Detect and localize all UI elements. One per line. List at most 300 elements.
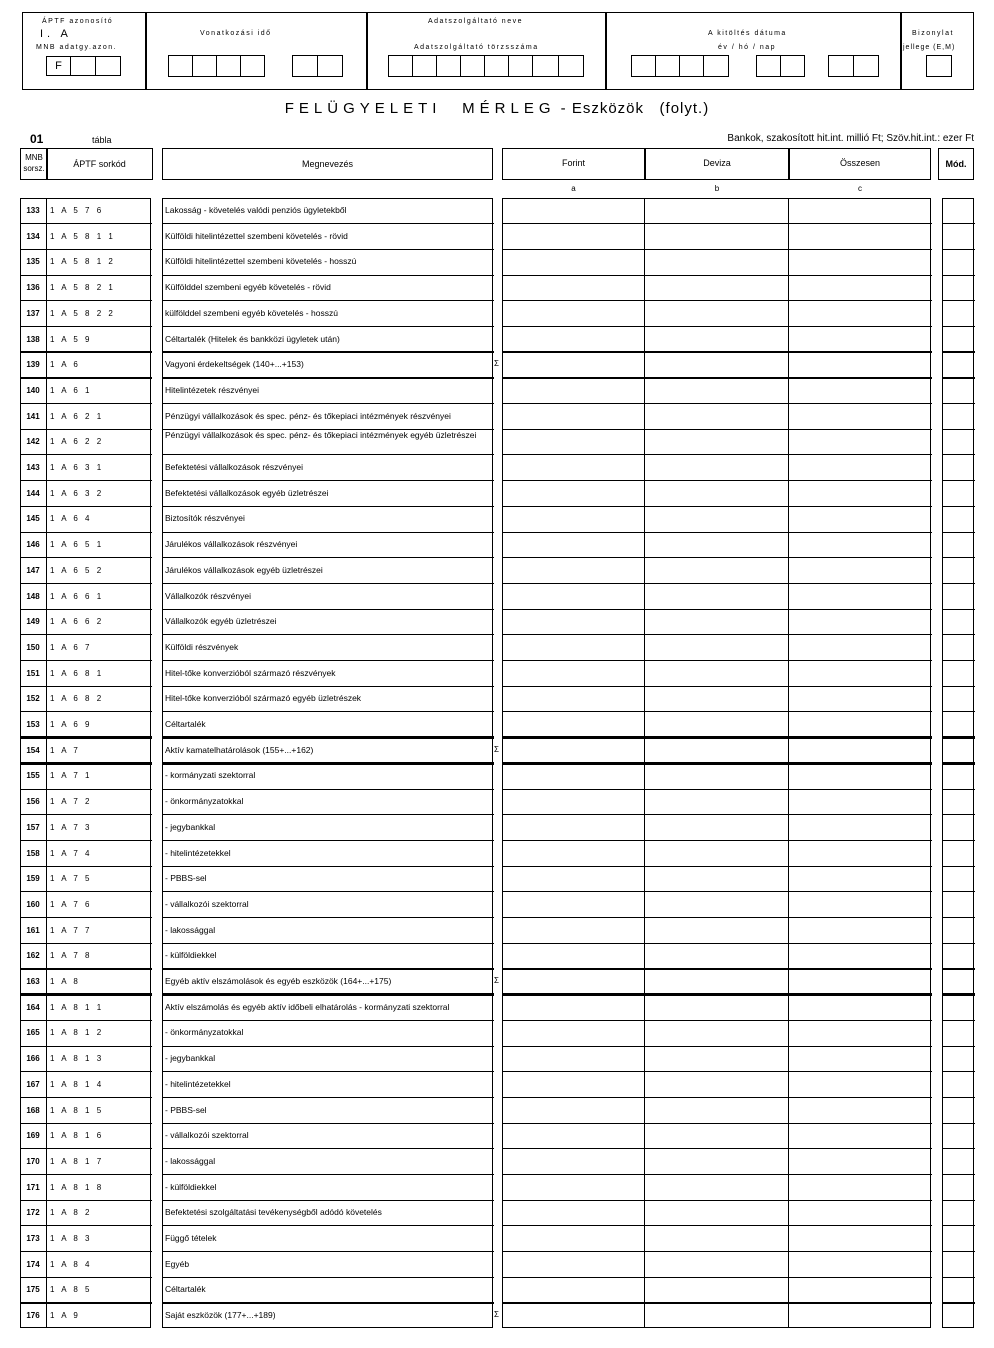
header-divider [605, 12, 607, 90]
cell-osszesen[interactable] [790, 687, 930, 711]
row-number: 166 [26, 1054, 40, 1064]
cell-deviza[interactable] [646, 1099, 787, 1123]
date-box-6[interactable] [780, 55, 805, 77]
cell-deviza[interactable] [646, 662, 787, 686]
cell-forint[interactable] [503, 790, 644, 814]
cell-deviza[interactable] [646, 276, 787, 300]
table-row [0, 995, 994, 1021]
cell-mod[interactable] [944, 790, 973, 814]
row-description: Járulékos vállalkozások egyéb üzletrészei [165, 564, 323, 575]
cell-forint[interactable] [503, 764, 644, 788]
table-number: 01 [30, 132, 44, 146]
reg-box-1[interactable] [388, 55, 413, 77]
row-aptf-code: 1 A 8 3 [50, 1234, 90, 1243]
units-note: Bankok, szakosított hit.int. millió Ft; Szöv.hit.int.: ezer Ft [727, 133, 974, 144]
cell-forint[interactable] [503, 302, 644, 326]
date-box-7[interactable] [828, 55, 854, 77]
cell-forint[interactable] [503, 636, 644, 660]
fill-date-boxes[interactable] [631, 55, 879, 77]
title-part-2: MÉRLEG [462, 100, 556, 117]
cell-mod[interactable] [944, 867, 973, 891]
row-description: - vállalkozói szektorral [165, 1130, 249, 1141]
cell-forint[interactable] [503, 1176, 644, 1200]
title-part-1: FELÜGYELETI [284, 100, 442, 117]
row-number: 133 [26, 206, 40, 215]
cell-osszesen[interactable] [790, 1047, 930, 1071]
cell-forint[interactable] [503, 405, 644, 429]
row-description: Pénzügyi vállalkozások és spec. pénz- és tőkepiaci intézmények egyéb üzletrészei [165, 430, 477, 441]
table-row [0, 892, 994, 918]
row-aptf-code: 1 A 7 1 [50, 771, 90, 781]
row-number: 134 [26, 231, 40, 241]
cell-mod[interactable] [944, 1099, 973, 1123]
cell-forint[interactable] [503, 739, 644, 763]
cell-osszesen[interactable] [790, 919, 930, 943]
table-row [0, 1200, 994, 1226]
row-aptf-code: 1 A 6 7 [50, 642, 90, 652]
cell-deviza[interactable] [646, 1304, 787, 1328]
row-description: - lakossággal [165, 924, 216, 935]
row-aptf-code: 1 A 6 3 1 [50, 463, 102, 472]
row-aptf-code: 1 A 7 6 [50, 899, 90, 909]
cell-forint[interactable] [503, 1304, 644, 1328]
mnb-box-2[interactable] [70, 56, 96, 76]
cell-forint[interactable] [503, 328, 644, 352]
cell-mod[interactable] [944, 944, 973, 968]
row-description: Befektetési vállalkozások részvényei [165, 462, 303, 472]
cell-mod[interactable] [944, 1304, 973, 1328]
date-box-2[interactable] [655, 55, 680, 77]
cell-mod[interactable] [944, 507, 973, 531]
cell-osszesen[interactable] [790, 250, 930, 274]
cell-mod[interactable] [944, 842, 973, 866]
cell-forint[interactable] [503, 944, 644, 968]
cell-mod[interactable] [944, 379, 973, 403]
table-row [0, 404, 994, 430]
fill-date-label: A kitöltés dátuma [708, 30, 787, 37]
cell-forint[interactable] [503, 996, 644, 1020]
cell-osszesen[interactable] [790, 636, 930, 660]
cell-osszesen[interactable] [790, 662, 930, 686]
period-boxes[interactable] [168, 55, 343, 77]
cell-osszesen[interactable] [790, 893, 930, 917]
cell-osszesen[interactable] [790, 1124, 930, 1148]
cell-mod[interactable] [944, 250, 973, 274]
table-row [0, 609, 994, 635]
cell-forint[interactable] [503, 1253, 644, 1277]
aptf-label: ÁPTF azonosító [42, 18, 114, 25]
row-description: - vállalkozói szektorral [165, 898, 249, 909]
cell-deviza[interactable] [646, 713, 787, 737]
cell-deviza[interactable] [646, 842, 787, 866]
row-description: Vállalkozók részvényei [165, 590, 251, 601]
page-title [0, 100, 994, 117]
cell-deviza[interactable] [646, 636, 787, 660]
report-type-label: Bizonylat [912, 30, 954, 37]
row-aptf-code: 1 A 6 6 1 [50, 591, 102, 601]
table-row [0, 301, 994, 327]
row-description: Aktív kamatelhatárolások (155+...+162) [165, 744, 314, 755]
cell-osszesen[interactable] [790, 944, 930, 968]
col-header-aptf-label: ÁPTF sorkód [73, 159, 126, 169]
reg-box-7[interactable] [532, 55, 559, 77]
cell-mod[interactable] [944, 636, 973, 660]
cell-osszesen[interactable] [790, 199, 930, 223]
cell-forint[interactable] [503, 662, 644, 686]
col-header-mod [938, 148, 974, 180]
reg-box-5[interactable] [484, 55, 509, 77]
cell-mod[interactable] [944, 687, 973, 711]
cell-forint[interactable] [503, 1047, 644, 1071]
cell-osszesen[interactable] [790, 1021, 930, 1045]
table-row [0, 327, 994, 353]
cell-mod[interactable] [944, 970, 973, 994]
table-row [0, 558, 994, 584]
cell-forint[interactable] [503, 1099, 644, 1123]
cell-deviza[interactable] [646, 1278, 787, 1302]
cell-forint[interactable] [503, 482, 644, 506]
period-box-2[interactable] [192, 55, 217, 77]
cell-deviza[interactable] [646, 482, 787, 506]
cell-deviza[interactable] [646, 893, 787, 917]
cell-osszesen[interactable] [790, 225, 930, 249]
cell-osszesen[interactable] [790, 507, 930, 531]
cell-forint[interactable] [503, 250, 644, 274]
cell-osszesen[interactable] [790, 1304, 930, 1328]
provider-name-label: Adatszolgáltató neve [428, 18, 523, 25]
cell-forint[interactable] [503, 456, 644, 480]
cell-deviza[interactable] [646, 585, 787, 609]
table-row [0, 1020, 994, 1046]
cell-mod[interactable] [944, 662, 973, 686]
cell-mod[interactable] [944, 328, 973, 352]
cell-osszesen[interactable] [790, 482, 930, 506]
row-aptf-code: 1 A 9 [50, 1311, 78, 1321]
cell-forint[interactable] [503, 1150, 644, 1174]
cell-deviza[interactable] [646, 225, 787, 249]
cell-osszesen[interactable] [790, 328, 930, 352]
cell-mod[interactable] [944, 353, 973, 377]
table-row [0, 1123, 994, 1149]
fill-date-format: év / hó / nap [718, 44, 777, 51]
cell-osszesen[interactable] [790, 379, 930, 403]
date-box-1[interactable] [631, 55, 656, 77]
cell-forint[interactable] [503, 919, 644, 943]
cell-forint[interactable] [503, 970, 644, 994]
cell-osszesen[interactable] [790, 1073, 930, 1097]
row-aptf-code: 1 A 8 1 1 [50, 1002, 102, 1012]
cell-deviza[interactable] [646, 1047, 787, 1071]
row-number: 141 [26, 411, 40, 421]
aptf-value: I. A [40, 28, 72, 40]
cell-osszesen[interactable] [790, 559, 930, 583]
cell-forint[interactable] [503, 1278, 644, 1302]
cell-forint[interactable] [503, 1227, 644, 1251]
cell-forint[interactable] [503, 379, 644, 403]
row-description: Vagyoni érdekeltségek (140+...+153) [165, 359, 304, 370]
cell-osszesen[interactable] [790, 585, 930, 609]
row-number: 157 [26, 822, 40, 832]
row-number: 150 [26, 642, 40, 652]
row-aptf-code: 1 A 6 5 2 [50, 565, 102, 575]
cell-forint[interactable] [503, 430, 644, 454]
reg-box-2[interactable] [412, 55, 437, 77]
row-number: 155 [26, 771, 40, 781]
row-number: 138 [26, 334, 40, 344]
row-description: - PBBS-sel [165, 1104, 207, 1115]
cell-mod[interactable] [944, 610, 973, 634]
cell-deviza[interactable] [646, 250, 787, 274]
col-header-osszesen: Összesen [839, 158, 881, 168]
cell-deviza[interactable] [646, 328, 787, 352]
col-header-aptf [46, 148, 153, 180]
table-row [0, 918, 994, 944]
cell-mod[interactable] [944, 1047, 973, 1071]
cell-osszesen[interactable] [790, 353, 930, 377]
cell-mod[interactable] [944, 893, 973, 917]
table-row [0, 1046, 994, 1072]
cell-osszesen[interactable] [790, 790, 930, 814]
row-aptf-code: 1 A 8 1 5 [50, 1105, 102, 1115]
cell-forint[interactable] [503, 225, 644, 249]
reg-box-4[interactable] [460, 55, 485, 77]
cell-forint[interactable] [503, 1201, 644, 1225]
cell-osszesen[interactable] [790, 842, 930, 866]
cell-osszesen[interactable] [790, 1150, 930, 1174]
cell-forint[interactable] [503, 1124, 644, 1148]
cell-deviza[interactable] [646, 1176, 787, 1200]
cell-osszesen[interactable] [790, 456, 930, 480]
cell-osszesen[interactable] [790, 867, 930, 891]
row-description: Biztosítók részvényei [165, 513, 245, 524]
cell-deviza[interactable] [646, 379, 787, 403]
cell-mod[interactable] [944, 713, 973, 737]
cell-forint[interactable] [503, 842, 644, 866]
row-aptf-code: 1 A 6 6 2 [50, 617, 102, 627]
cell-mod[interactable] [944, 199, 973, 223]
cell-mod[interactable] [944, 1176, 973, 1200]
date-box-3[interactable] [679, 55, 704, 77]
table-row [0, 198, 994, 224]
cell-deviza[interactable] [646, 970, 787, 994]
provider-reg-boxes[interactable] [388, 55, 584, 77]
cell-deviza[interactable] [646, 1253, 787, 1277]
cell-deviza[interactable] [646, 687, 787, 711]
cell-forint[interactable] [503, 199, 644, 223]
cell-forint[interactable] [503, 893, 644, 917]
period-box-3[interactable] [216, 55, 241, 77]
cell-osszesen[interactable] [790, 1253, 930, 1277]
date-box-4[interactable] [703, 55, 729, 77]
period-box-5[interactable] [292, 55, 318, 77]
row-number: 165 [26, 1028, 40, 1038]
row-number: 145 [26, 514, 40, 524]
table-row [0, 1149, 994, 1175]
cell-deviza[interactable] [646, 353, 787, 377]
cell-deviza[interactable] [646, 1073, 787, 1097]
cell-mod[interactable] [944, 1124, 973, 1148]
row-aptf-code: 1 A 7 5 [50, 874, 90, 884]
cell-deviza[interactable] [646, 1227, 787, 1251]
period-box-6[interactable] [317, 55, 343, 77]
row-number: 161 [26, 925, 40, 935]
cell-mod[interactable] [944, 1201, 973, 1225]
cell-osszesen[interactable] [790, 739, 930, 763]
mnb-box-3[interactable] [95, 56, 121, 76]
row-description: Céltartalék [165, 719, 206, 729]
cell-forint[interactable] [503, 1021, 644, 1045]
row-aptf-code: 1 A 6 2 2 [50, 437, 102, 447]
row-number: 168 [26, 1105, 40, 1115]
row-aptf-code: 1 A 5 8 1 1 [50, 231, 113, 241]
mnb-id-boxes[interactable] [46, 56, 121, 76]
reg-box-3[interactable] [436, 55, 461, 77]
period-label: Vonatkozási idő [200, 30, 272, 37]
cell-osszesen[interactable] [790, 405, 930, 429]
cell-mod[interactable] [944, 225, 973, 249]
cell-mod[interactable] [944, 430, 973, 454]
cell-deviza[interactable] [646, 867, 787, 891]
cell-mod[interactable] [944, 1150, 973, 1174]
col-letter-a: a [571, 184, 576, 193]
cell-deviza[interactable] [646, 764, 787, 788]
cell-osszesen[interactable] [790, 1176, 930, 1200]
row-number: 171 [26, 1182, 40, 1192]
cell-osszesen[interactable] [790, 1099, 930, 1123]
cell-mod[interactable] [944, 276, 973, 300]
cell-forint[interactable] [503, 276, 644, 300]
cell-osszesen[interactable] [790, 996, 930, 1020]
cell-deviza[interactable] [646, 1150, 787, 1174]
row-number: 164 [26, 1002, 40, 1012]
row-description: Hitel-tőke konverzióból származó egyéb üzletrészek [165, 693, 362, 704]
cell-forint[interactable] [503, 353, 644, 377]
cell-deviza[interactable] [646, 430, 787, 454]
cell-forint[interactable] [503, 687, 644, 711]
cell-osszesen[interactable] [790, 302, 930, 326]
cell-forint[interactable] [503, 533, 644, 557]
cell-osszesen[interactable] [790, 276, 930, 300]
cell-osszesen[interactable] [790, 1278, 930, 1302]
cell-deviza[interactable] [646, 405, 787, 429]
row-number: 146 [26, 540, 40, 550]
cell-forint[interactable] [503, 713, 644, 737]
row-description: - jegybankkal [165, 1053, 216, 1064]
row-number: 176 [26, 1311, 40, 1321]
cell-mod[interactable] [944, 405, 973, 429]
cell-deviza[interactable] [646, 996, 787, 1020]
cell-deviza[interactable] [646, 507, 787, 531]
cell-forint[interactable] [503, 507, 644, 531]
row-number: 136 [26, 283, 40, 293]
cell-osszesen[interactable] [790, 764, 930, 788]
row-number: 147 [26, 565, 40, 575]
cell-forint[interactable] [503, 585, 644, 609]
row-description: - jegybankkal [165, 821, 216, 832]
cell-forint[interactable] [503, 559, 644, 583]
cell-deviza[interactable] [646, 302, 787, 326]
cell-osszesen[interactable] [790, 1227, 930, 1251]
report-type-box[interactable] [926, 55, 952, 77]
cell-deviza[interactable] [646, 533, 787, 557]
cell-deviza[interactable] [646, 1124, 787, 1148]
date-box-8[interactable] [853, 55, 879, 77]
cell-osszesen[interactable] [790, 1201, 930, 1225]
cell-deviza[interactable] [646, 1201, 787, 1225]
period-box-4[interactable] [240, 55, 265, 77]
period-box-1[interactable] [168, 55, 193, 77]
row-description: Hitel-tőke konverzióból származó részvények [165, 667, 336, 678]
cell-mod[interactable] [944, 559, 973, 583]
cell-mod[interactable] [944, 482, 973, 506]
row-number: 159 [26, 874, 40, 884]
table-row [0, 815, 994, 841]
reg-box-6[interactable] [508, 55, 533, 77]
cell-mod[interactable] [944, 1021, 973, 1045]
cell-deviza[interactable] [646, 739, 787, 763]
cell-osszesen[interactable] [790, 970, 930, 994]
cell-mod[interactable] [944, 302, 973, 326]
cell-mod[interactable] [944, 919, 973, 943]
row-number: 162 [26, 951, 40, 961]
row-aptf-code: 1 A 8 2 [50, 1208, 90, 1218]
report-type-sub: jellege (E,M) [903, 44, 956, 51]
row-aptf-code: 1 A 5 7 6 [50, 206, 102, 215]
col-header-deviza: Deviza [703, 158, 731, 168]
cell-deviza[interactable] [646, 199, 787, 223]
cell-deviza[interactable] [646, 816, 787, 840]
cell-mod[interactable] [944, 1253, 973, 1277]
cell-mod[interactable] [944, 1227, 973, 1251]
cell-mod[interactable] [944, 456, 973, 480]
cell-deviza[interactable] [646, 456, 787, 480]
table-row [0, 1098, 994, 1124]
cell-mod[interactable] [944, 533, 973, 557]
header-divider [900, 12, 902, 90]
cell-forint[interactable] [503, 610, 644, 634]
cell-mod[interactable] [944, 1278, 973, 1302]
cell-forint[interactable] [503, 816, 644, 840]
cell-osszesen[interactable] [790, 430, 930, 454]
cell-mod[interactable] [944, 1073, 973, 1097]
cell-forint[interactable] [503, 867, 644, 891]
row-number: 152 [26, 694, 40, 704]
mnb-box-1[interactable]: F [46, 56, 71, 76]
cell-deviza[interactable] [646, 610, 787, 634]
cell-osszesen[interactable] [790, 533, 930, 557]
cell-osszesen[interactable] [790, 816, 930, 840]
cell-deviza[interactable] [646, 919, 787, 943]
table-row [0, 1252, 994, 1278]
cell-forint[interactable] [503, 1073, 644, 1097]
cell-deviza[interactable] [646, 1021, 787, 1045]
cell-mod[interactable] [944, 996, 973, 1020]
cell-osszesen[interactable] [790, 713, 930, 737]
mnb-label: MNB adatgy.azon. [36, 44, 118, 51]
cell-osszesen[interactable] [790, 610, 930, 634]
cell-deviza[interactable] [646, 944, 787, 968]
cell-mod[interactable] [944, 585, 973, 609]
cell-mod[interactable] [944, 816, 973, 840]
cell-deviza[interactable] [646, 790, 787, 814]
row-aptf-code: 1 A 5 8 1 2 [50, 257, 113, 267]
cell-deviza[interactable] [646, 559, 787, 583]
cell-mod[interactable] [944, 764, 973, 788]
cell-mod[interactable] [944, 739, 973, 763]
reg-box-8[interactable] [558, 55, 584, 77]
date-box-5[interactable] [756, 55, 781, 77]
table-row [0, 686, 994, 712]
